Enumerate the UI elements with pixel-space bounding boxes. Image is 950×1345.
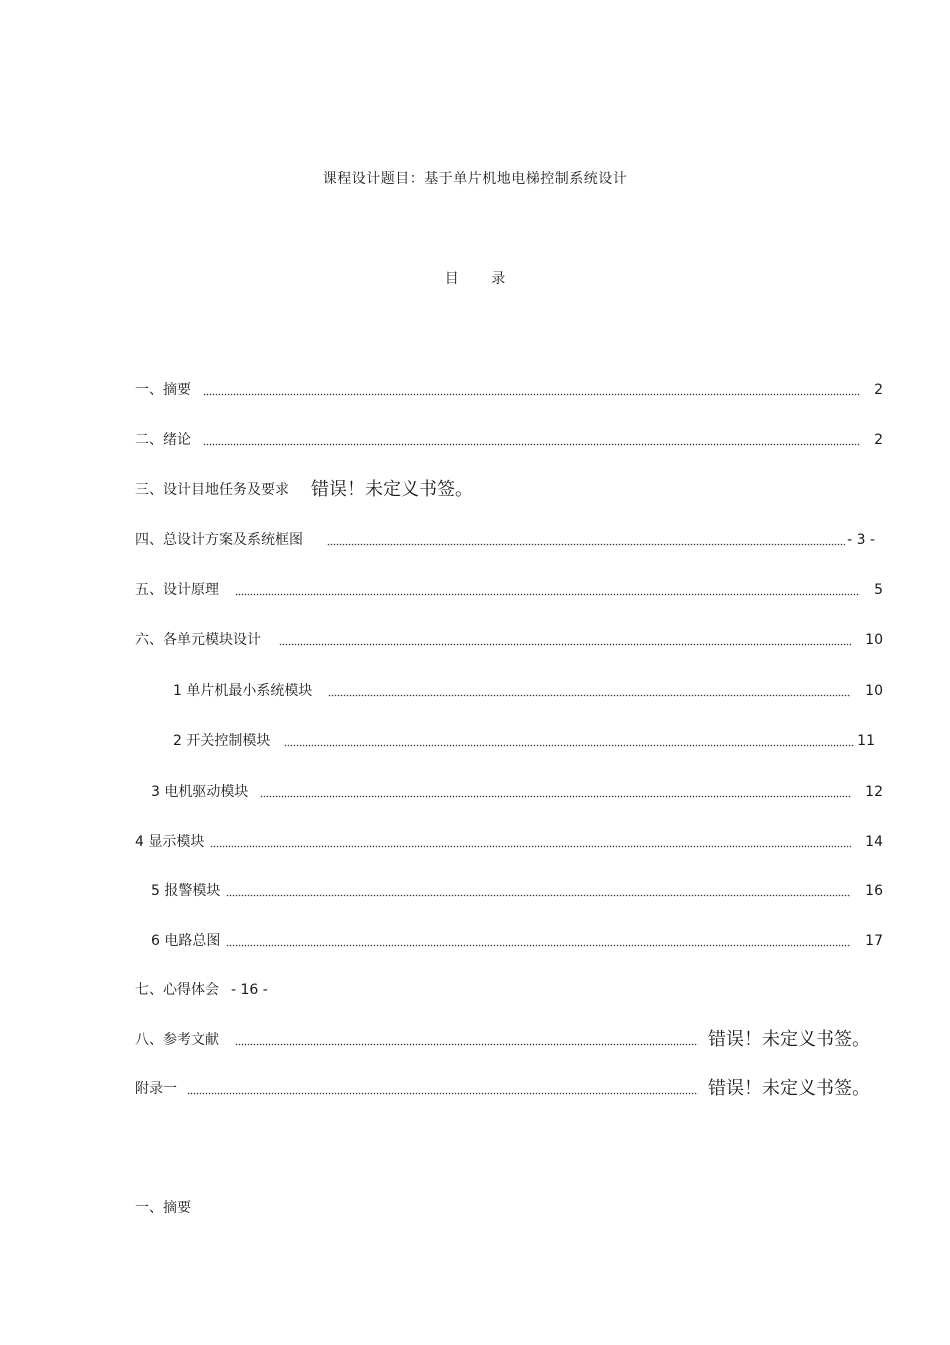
toc-entry-page: 2 [874,432,883,448]
dot-leader [327,529,845,551]
dot-leader [226,880,851,902]
toc-entry-label: 四、总设计方案及系统框图 [135,532,303,548]
toc-entry[interactable] [173,730,875,752]
dot-leader [279,629,851,651]
toc-entry-label: 六、各单元模块设计 [135,632,261,648]
toc-entry-page: 10 [865,683,883,699]
toc-entry-page: 16 [865,883,883,899]
toc-entry[interactable] [173,680,883,702]
toc-entry[interactable] [135,979,268,1001]
toc-entry[interactable] [135,429,883,451]
dot-leader [235,579,860,601]
toc-entry-page: 11 [857,733,875,749]
toc-entry[interactable] [135,479,473,501]
toc-entry[interactable] [135,831,883,853]
toc-entry-page: 错误！未定义书签。 [708,1078,870,1099]
toc-entry[interactable] [135,1078,870,1100]
toc-entry-label: 4 显示模块 [135,834,205,850]
toc-entry-label: 八、参考文献 [135,1032,219,1048]
toc-entry-page: 14 [865,834,883,850]
toc-entry-label: 五、设计原理 [135,582,219,598]
toc-entry-page: 2 [874,382,883,398]
toc-entry-page: 5 [874,582,883,598]
toc-entry-page: 错误！未定义书签。 [311,479,473,500]
toc-entry-label: 二、绪论 [135,432,191,448]
toc-entry[interactable] [135,529,875,551]
toc-entry[interactable] [151,880,883,902]
toc-entry-page: - 16 - [231,982,268,998]
dot-leader [284,730,855,752]
toc-entry-label: 七、心得体会 [135,982,219,998]
dot-leader [235,1029,698,1051]
dot-leader [328,680,851,702]
toc-entry-label: 6 电路总图 [151,933,221,949]
toc-heading: 目 录 [444,271,520,287]
toc-entry[interactable] [135,629,883,651]
toc-entry[interactable] [135,579,883,601]
toc-entry-label: 一、摘要 [135,382,191,398]
toc-entry[interactable] [135,1029,870,1051]
toc-entry-page: 错误！未定义书签。 [708,1029,870,1050]
dot-leader [203,429,860,451]
toc-entry-label: 附录一 [135,1081,177,1097]
toc-entry-page: 17 [865,933,883,949]
toc-entry-label: 3 电机驱动模块 [151,784,249,800]
toc-entry-label: 2 开关控制模块 [173,733,271,749]
toc-entry-page: 12 [865,784,883,800]
toc-entry-label: 1 单片机最小系统模块 [173,683,313,699]
dot-leader [187,1078,698,1100]
toc-entry[interactable] [151,781,883,803]
toc-entry-page: - 3 - [847,532,875,548]
toc-entry-page: 10 [865,632,883,648]
toc-entry-label: 5 报警模块 [151,883,221,899]
dot-leader [260,781,851,803]
toc-entry[interactable] [135,379,883,401]
section-heading: 一、摘要 [135,1200,191,1216]
document-title: 课程设计题目：基于单片机地电梯控制系统设计 [322,171,628,187]
dot-leader [210,831,851,853]
dot-leader [226,930,851,952]
toc-entry[interactable] [151,930,883,952]
toc-entry-label: 三、设计目地任务及要求 [135,482,289,498]
dot-leader [203,379,860,401]
